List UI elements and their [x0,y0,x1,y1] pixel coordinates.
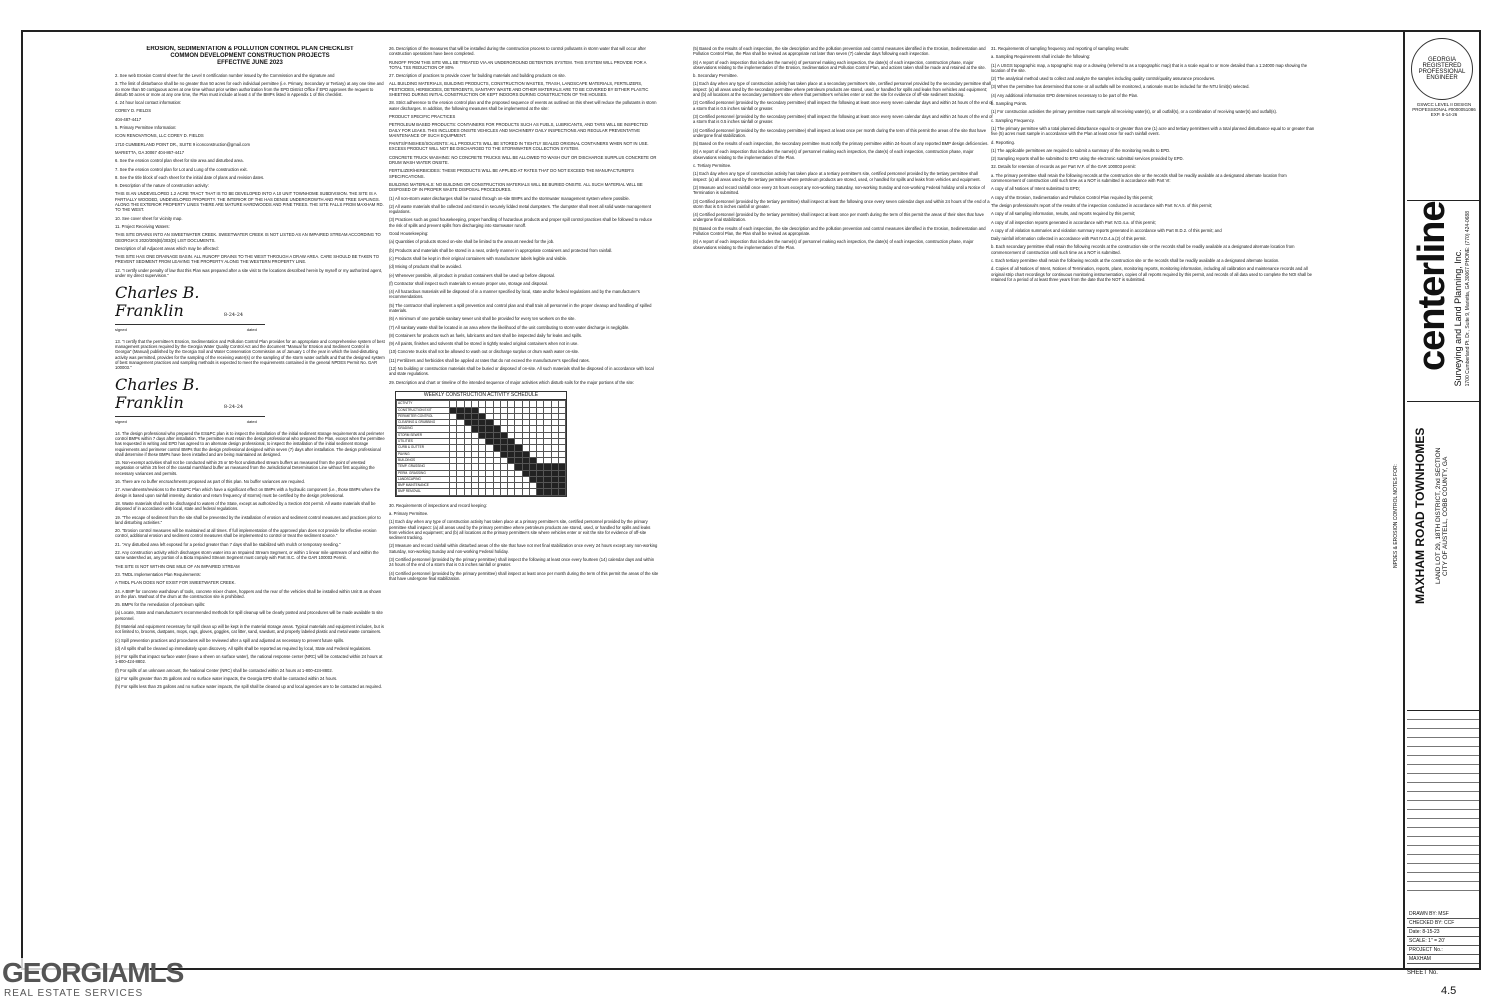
schedule-cell [486,489,493,495]
note-paragraph: 21. "Any disturbed area left exposed for a period greater than 7 days shall be stabilized with mulch or temporary seeding." [115,541,341,547]
note-paragraph: 17. Amendments/revisions to the ES&PC Plan which have a significant effect on BMPs with a hydraulic component (i.e., those BMPs where the design is based upon rainfall intensity, duration and return frequency of storms) must be certified by the design professional. [115,487,381,498]
revision-row [1407,774,1479,783]
note-paragraph: THIS SITE DRAINS INTO AN SWEETWATER CREEK. SWEETWATER CREEK IS NOT LISTED AS AN IMPAIRED STREAM ACCORDING TO GEORGIA'S 2020/305(B)/303(D) LIST DOCUMENTS. [115,232,381,243]
project-number: MAXHAM [1407,955,1479,964]
note-paragraph: d. Reporting. [991,139,1015,145]
schedule-cell [551,489,558,495]
drawing-date: Date: 8-15-23 [1407,928,1479,937]
note-paragraph: THIS SITE HAS ONE DRAINAGE BASIN. ALL RUNOFF DRAINS TO THE WEST THROUGH A DRAW AREA. CARE SHOULD BE TAKEN TO PREVENT SEDIMENT FROM LEAVING THE PROPERTY ALONG THE WESTERN PROPERTY LINE. [115,254,380,265]
revision-row [1407,765,1479,774]
note-paragraph: (8) Containers for products such as fuels, lubricants and tars shall be inspected daily for leaks and spills. [389,332,583,338]
schedule-activity: UTILITIES [397,439,450,445]
watermark-subtitle: REAL ESTATE SERVICES [4,988,144,999]
note-paragraph: a. Sampling Requirements shall include the following: [991,54,1091,60]
note-paragraph: (f) For spills of an unknown amount, the National Center (NRC) shall be contacted within 24 hours at 1-800-424-8802. [115,667,333,673]
schedule-table [396,400,566,495]
note-paragraph: (b) Products and materials shall be stored in a neat, orderly manner in appropriate containers and protected from rainfall. [389,247,613,253]
schedule-activity: STORM SEWER [397,432,450,438]
note-paragraph: (2) The analytical method used to collect and analyze the samples including quality control/quality assurance procedures. [991,76,1216,82]
schedule-activity: BMP MAINTENANCE [397,483,450,489]
project-location: LAND LOT 29, 18TH DISTRICT, 2nd SECTION CITY OF AUSTELL, COBB COUNTY, GA [1435,447,1449,585]
sheet-title: NPDES & EROSION CONTROL NOTES FOR: [1393,464,1399,568]
revision-row [1407,747,1479,756]
notes-column-3 [693,46,993,926]
revision-row [1407,792,1479,801]
note-paragraph: 10. See cover sheet for vicinity map. [115,215,183,221]
note-paragraph: (4) Certified personnel (provided by the primary permittee) shall inspect at least once per month during the term of this permit the areas of the site that have undergone final stabilization. [389,570,659,581]
firm-block [1407,200,1479,402]
note-paragraph: (b) Material and equipment necessary for spill clean up will be kept in the material storage areas. Typical materials and equipment includes, but is not limited to, brooms, dustpans, mops, rags, gloves, goggles, cat litter, sand, sawdust, and properly labeled plastic and metal waste containers. [115,624,384,635]
note-paragraph: CONCRETE TRUCK WASHING: NO CONCRETE TRUCKS WILL BE ALLOWED TO WASH OUT OR DISCHARGE SURPLUS CONCRETE OR DRUM WASH WATER ONSITE. [389,154,657,166]
schedule-activity: CONSTRUCTION EXIT [397,407,450,413]
note-paragraph: 31. Requirements of sampling frequency and reporting of sampling results: [991,46,1130,51]
note-paragraph: (1) The applicable permittees are required to submit a summary of the monitoring results to EPD. [991,147,1171,153]
checked-by: CHECKED BY: CCF [1407,919,1479,928]
note-paragraph: PETROLEUM BASED PRODUCTS: CONTAINERS FOR PRODUCTS SUCH AS FUELS, LUBRICANTS, AND TARS WILL BE INSPECTED DAILY FOR LEAKS. THIS INCLUDES ONSITE VEHICLES AND MACHINERY DAILY INSPECTIONS AND REGULAR PREVENTATIVE MAINTENANCE OF SUCH EQUIPMENT. [389,122,648,138]
schedule-activity: GRADING [397,426,450,432]
note-paragraph: ALL BUILDING MATERIALS, BUILDING PRODUCTS, CONSTRUCTION WASTES, TRASH, LANDSCAPE MATERIALS, FERTILIZERS, PESTICIDES, HERBICIDES, DETERGENTS, SANITARY WASTE AND OTHER MATERIALS ARE TO BE COVERED BY EITHER PLASTIC SHEETING DURING INITIAL CONSTRUCTION OR KEPT INDOORS DURING CONSTRUCTION OF THE HOUSES. [389,81,649,98]
schedule-cell [508,489,515,495]
note-paragraph: (6) A report of each inspection that includes the name(s) of personnel making each inspection, the date(s) of each inspection, construction phase, major observations relating to the implementation of the Plan. [693,239,974,250]
title-block [1393,30,1481,997]
note-paragraph: Daily rainfall information collected in accordance with Part IV.D.4.a.(2) of this permit. [991,236,1147,242]
schedule-cell [450,489,457,495]
project-name: MAXHAM ROAD TOWNHOMES [1413,427,1427,605]
note-paragraph: 11. Project Receiving Waters: [115,223,170,229]
note-paragraph: (5) The contractor shall implement a spill prevention and control plan and shall train all personnel in the proper cleanup and handling of spilled materials. [389,302,652,313]
note-paragraph: a. The primary permittee shall retain the following records at the construction site or the records shall be readily available at a designated alternate location from commencement of construction until such time as a NOT is submitted in accordance with Part VI: [991,172,1287,184]
note-paragraph: 20. "Erosion control measures will be maintained at all times. If full implementation of the approved plan does not provide for effective erosion control, additional erosion and sediment control measures shall be implemented to control or treat the sediment source." [115,528,377,539]
notes-column-1 [115,46,385,926]
note-paragraph: (3) Certified personnel (provided by the secondary permittee) shall inspect the following at least once every seven calendar days and within 24 hours of the end of a storm that is 0.5 inches rainfall or greater. [693,113,993,125]
note-paragraph: FERTILIZER/HERBICIDES: THESE PRODUCTS WILL BE APPLIED AT RATES THAT DO NOT EXCEED THE MANUFACTURER'S SPECIFICATIONS. [389,168,634,179]
note-paragraph: 30. Requirements of inspections and record keeping: [389,502,487,508]
note-paragraph: (a) Locate, State and manufacturer's recommended methods for spill cleanup will be clearly posted and procedures will be made available to site personnel. [115,610,383,621]
revision-row [1407,801,1479,810]
schedule-cell [457,489,464,495]
revision-row [1407,846,1479,855]
revision-row [1407,882,1479,891]
drawn-by: DRAWN BY: MSF [1407,910,1479,919]
note-paragraph: ICON RENOVATIONS, LLC COREY D. FIELDS [115,133,204,139]
note-paragraph: b. Sampling Points. [991,101,1028,107]
schedule-activity: ACTIVITY [397,401,450,407]
schedule-activity: BUILDINGS [397,457,450,463]
note-paragraph: (1) All non-storm water discharges shall be routed through on-site BMPs and the stormwater management system where possible. [389,195,630,201]
schedule-activity: BMP REMOVAL [397,489,450,495]
schedule-title: WEEKLY CONSTRUCTION ACTIVITY SCHEDULE [396,392,566,400]
note-paragraph: A TMDL PLAN DOES NOT EXIST FOR SWEETWATER CREEK. [115,580,236,586]
firm-name: centerline [1411,201,1453,371]
note-paragraph: 6. See the erosion control plan sheet for site area and disturbed area. [115,158,244,164]
schedule-activity: PERIMETER CONTROL [397,413,450,419]
drawing-sheet [21,30,1481,970]
note-paragraph: THIS IS AN UNDEVELOPED 1.2 ACRE TRACT THAT IS TO BE DEVELOPED INTO A 10 UNIT TOWNHOME SUBDIVISION. THE SITE IS A PARTIALLY WOODED, UNDEVELOPED PROPERTY. THE INTERIOR OF THE HAS DENSE UNDERGROWTH AND PINE TREE SAPLINGS. ALONG THE EXTERIOR PROPERTY LINES THERE ARE MATURE HARDWOODS AND PINE TREES. THE SITE FALLS FROM MAXHAM RD. TO THE WEST. [115,191,384,213]
schedule-cell [493,489,500,495]
note-paragraph: (3) Practices such as good housekeeping, proper handling of hazardous products and proper spill control practices shall be followed to reduce the risk of spills and prevent spills from discharging into stormwater runoff. [389,217,653,228]
note-paragraph: (5) Based on the results of each inspection, the secondary permittee must notify the primary permittee within 24-hours of any reported BMP design deficiencies. [693,141,989,147]
note-paragraph: A copy of all Notices of Intent submitted to EPD; [991,186,1080,192]
note-paragraph: 15. Non-exempt activities shall not be conducted within 25 or 50-foot undisturbed stream buffers as measured from the point of wrested vegetation or within 25 feet of the coastal marshland buffer as measured from the Jurisdictional Determination Line without first acquiring the necessary variances and permits. [115,460,375,476]
note-paragraph: (g) For spills greater than 25 gallons and no surface water impacts, the Georgia EPD shall be contacted within 24 hours. [115,676,338,682]
revision-row [1407,810,1479,819]
revision-row [1407,837,1479,846]
note-paragraph: (c) Spill prevention practices and procedures will be reviewed after a spill and adjusted as necessary to prevent future spills. [115,637,345,643]
note-paragraph: 26. Description of the measures that will be installed during the construction process to control pollutants in storm water that will occur after construction operations have been completed. [389,46,646,57]
note-paragraph: (3) When the permittee has determined that some or all outfalls will be monitored, a rationale must be included for the NTU limit(s) selected. [991,84,1250,90]
note-paragraph: A copy of all sampling information, results, and reports required by this permit; [991,211,1136,217]
note-paragraph: (3) Certified personnel (provided by the tertiary permittee) shall inspect at least the following once every seven calendar days and within 24 hours of the end of a storm that is 0.5 inches rainfall or greater. [693,198,990,209]
note-paragraph: (d) All spills shall be cleaned up immediately upon discovery. All spills shall be reported as required by local, State and Federal regulations. [115,645,372,651]
note-paragraph: 12. "I certify under penalty of law that this Plan was prepared after a site visit to the locations described herein by myself or my authorized agent, under my direct supervision." [115,267,383,279]
drawing-scale: SCALE: 1" = 20' [1407,937,1479,946]
note-paragraph: c. Tertiary Permittee. [693,163,732,169]
note-paragraph: Description of all Adjacent areas which may be affected: [115,245,219,251]
construction-schedule [395,391,567,497]
schedule-cell [515,489,522,495]
note-paragraph: 2. See web Erosion Control sheet for the Level II certification number issued by the Commission and the signature and [115,73,335,78]
note-paragraph: b. Secondary Permittee. [693,73,738,79]
revision-row [1407,783,1479,792]
note-paragraph: PRODUCT SPECIFIC PRACTICES [389,113,456,119]
note-paragraph: 13. "I certify that the permittee's Erosion, Sedimentation and Pollution Control Plan provides for an appropriate and comprehensive system of best management practices required by the Georgia Water Quality Control Act and the document "Manual for Erosion and Sediment Control in Georgia" (Manual) published by the Georgia Soil and Water Conservation Commission as of January 1 of the year in which the land-disturbing activity was permitted, provides for the sampling of the receiving water(s) or the sampling of the storm water outfalls and that the designed system of best management practices and sampling methods is expected to meet the requirements contained in the general NPDES Permit No. GAR 100003." [115,338,385,371]
note-paragraph: BUILDING MATERIALS: NO BUILDING OR CONSTRUCTION MATERIALS WILL BE BURIED ONSITE. ALL SUCH MATERIAL WILL BE DISPOSED OF IN PROPER WASTE DISPOSAL PROCEDURES. [389,181,643,193]
note-paragraph: (6) A report of each inspection that includes the name(s) of personnel making each inspection, the date(s) of each inspection, construction phase, major observations relating to the implementation of the Plan. [693,149,974,160]
note-paragraph: (4) Certified personnel (provided by the secondary permittee) shall inspect at least once per month during the term of this permit the areas of the site that have undergone final stabilization. [693,127,987,138]
note-paragraph: 24. A BMP for concrete washdown of tools, concrete mixer chutes, hoppers and the rear of the vehicles shall be installed within Unit B as shown on the plan. Washout of the drum at the construction site is prohibited. [115,588,382,599]
watermark-logo: GEORGIAMLS [2,957,184,988]
notes-column-4 [991,46,1316,926]
revision-table [1407,710,1479,891]
note-paragraph: (5) Based on the results of each inspection, the site description and the pollution prevention and control measures identified in the Erosion, Sedimentation and Pollution Control Plan, the Plan shall be revised as appropriate. [693,225,986,237]
schedule-cell [537,489,544,495]
note-paragraph: (2) All waste materials shall be collected and stored in securely lidded metal dumpsters. The dumpster shall meet all solid waste management regulations. [389,203,652,215]
seal-certification: GSWCC LEVEL II DESIGN PROFESSIONAL #0000051086 EXP. 8-14-26 [1412,102,1476,117]
schedule-cell [558,489,565,495]
note-paragraph: c. Sampling Frequency. [991,117,1035,123]
schedule-activity: CURB & GUTTER [397,445,450,451]
note-paragraph: a. Primary Permittee. [389,511,429,516]
signature-2: Charles B. Franklin 8-24-24 [115,376,265,417]
note-paragraph: 32. Details for retention of records as per Part IV.F. of the GAR 100003 permit: [991,164,1136,170]
revision-row [1407,855,1479,864]
note-paragraph: PAINTS/FINISHES/SOLVENTS: ALL PRODUCTS WILL BE STORED IN TIGHTLY SEALED ORIGINAL CONTAINERS WHEN NOT IN USE. EXCESS PRODUCT WILL NOT BE DISCHARGED TO THE STORMWATER COLLECTION SYSTEM. [389,141,649,152]
note-paragraph: 1710 CUMBERLAND POINT DR., SUITE 9 iconconstruction@gmail.com [115,141,250,147]
note-paragraph: (3) Certified personnel (provided by the primary permittee) shall inspect the following at least once every fourteen (14) calendar days and within 24 hours of the end of a storm that is 0.5 inches rainfall or greater. [389,557,655,568]
schedule-cell [500,489,507,495]
note-paragraph: (4) All hazardous materials will be disposed of in a manner specified by local, state and/or federal regulations and by the manufacturer's recommendations. [389,289,640,300]
note-paragraph: (f) Contractor shall inspect such materials to ensure proper use, storage and disposal. [389,280,548,286]
note-paragraph: COREY D. FIELDS [115,108,151,114]
note-paragraph: 404-487-4417 [115,116,142,122]
note-paragraph: (a) Quantities of products stored on-site shall be limited to the amount needed for the job. [389,239,555,245]
revision-row [1407,720,1479,729]
note-paragraph: MARIETTA, GA 30067 404-867-4417 [115,149,185,155]
note-paragraph: (d) Mixing of products shall be avoided. [389,264,462,270]
revision-row [1407,828,1479,837]
signature-labels-1: signed dated [115,327,257,333]
note-paragraph: 27. Description of practices to provide cover for building materials and building products on site. [389,73,566,79]
note-paragraph: (4) Certified personnel (provided by the tertiary permittee) shall inspect at least once per month during the term of this permit the areas of their sites that have undergone final stabilization. [693,212,984,223]
schedule-cell [471,489,478,495]
note-paragraph: (1) Each day when any type of construction activity has taken place at a secondary permittee's site, certified personnel provided by the secondary permittee shall inspect: (a) all areas used by the secondary permittee where petroleum products are stored, used, or handled for spills and leaks from vehicles and equipment; and (b) all locations at the secondary permittee's site where that permittee's vehicles enter or exit the site for evidence of off-site sediment tracking. [693,81,991,98]
note-paragraph: (c) Products shall be kept in their original containers with manufacturer labels legible and visible. [389,255,568,261]
note-paragraph: 23. TMDL Implementation Plan Requirements: [115,571,201,577]
note-paragraph: (6) A report of each inspection that includes the name(s) of personnel making each inspection, the date(s) of each inspection, construction phase, major observations relating to the implementation of the Erosion, Sedimentation and Pollution Control Plan, and actions taken shall be made and retained at the site. [693,59,986,70]
note-paragraph: (12) No building or construction materials shall be buried or disposed of on-site. All such materials shall be disposed of in accordance with local and state regulations. [389,366,654,377]
signature-labels-2: signed dated [115,419,257,425]
revision-row [1407,819,1479,828]
signature-1: Charles B. Franklin 8-24-24 [115,284,265,325]
note-paragraph: 28. Strict adherence to the erosion control plan and the proposed sequence of events as outlined on this sheet will reduce the pollutants in storm water discharges. In addition, the following measures shall be implemented at the site: [389,100,657,111]
note-paragraph: 14. The design professional who prepared the ES&PC plan is to inspect the installation of the initial sediment storage requirements and perimeter control BMPs within 7 days after installation. The permittee must retain the design professional who prepared the Plan, except when the permittee has requested in writing and EPD has agreed to an alternate design professional, to inspect the installation of the initial sediment storage requirements and perimeter control BMPs that the design professional designed within seven (7) days after installation. The design professional shall determine if these BMPs have been installed and are being maintained as designed. [115,430,385,457]
checklist-title: EROSION, SEDIMENTATION & POLLUTION CONTROL PLAN CHECKLIST COMMON DEVELOPMENT CONSTRUCTION PROJECTS EFFECTIVE JUNE 2023 [146,46,354,66]
schedule-cell [464,489,471,495]
revision-row [1407,864,1479,873]
note-paragraph: (4) Any additional information EPD determines necessary to be part of the Plan. [991,92,1139,98]
schedule-row [397,489,566,495]
note-paragraph: (1) Each day when any type of construction activity has taken place at a primary permittee's site, certified personnel provided by the primary permittee shall inspect: (a) all areas used by the primary permittee where petroleum products are stored, used, or handled for spills and leaks from vehicles and equipment; and (b) all locations at the primary permittee's site where vehicles enter or exit the site for evidence of off-site sediment tracking. [389,519,651,541]
mls-watermark [0,957,184,1005]
note-paragraph: A copy of all inspection reports generated in accordance with Part IV.D.4.a. of this permit; [991,219,1156,225]
note-paragraph: (10) Concrete trucks shall not be allowed to wash out or discharge surplus or drum wash water on-site. [389,349,580,355]
project-number-label: PROJECT No.: [1407,946,1479,955]
note-paragraph: d. Copies of all Notices of Intent, Notices of Termination, reports, plans, monitoring reports, monitoring information, including all calibration and maintenance records and all original strip chart recordings for continuous monitoring instrumentation, copies of all reports required by this permit, and records of all data used to complete the NOI shall be retained for a period of at least three years from the date that the NOT is submitted. [991,266,1312,282]
schedule-activity: LANDSCAPING [397,476,450,482]
note-paragraph: 25. BMPs for the remediation of petroleum spills: [115,602,206,608]
revision-row [1407,873,1479,882]
schedule-cell [544,489,551,495]
note-paragraph: Good Housekeeping: [389,231,429,237]
schedule-cell [529,489,536,495]
note-paragraph: 9. Description of the nature of construction activity: [115,183,209,189]
project-block [1393,410,1479,620]
revision-row [1407,711,1479,720]
note-paragraph: (2) Measure and record rainfall once every 24 hours except any non-working Saturday, non-working Sunday and non-working Federal holiday until a Notice of Termination is submitted. [693,184,985,196]
note-paragraph: (1) Each day when any type of construction activity has taken place at a tertiary permittee's site, certified personnel provided by the tertiary permittee shall inspect: (a) all areas used by the tertiary permittee where petroleum products are stored, used, or handled for spills and leaks from vehicles and equipment. [693,171,981,182]
revision-row [1407,729,1479,738]
note-paragraph: (e) Whenever possible, all product in product containers shall be used up before disposal. [389,272,555,278]
note-paragraph: (11) Fertilizers and herbicides shall be applied at rates that do not exceed the manufacturer's specified rates. [389,357,590,363]
schedule-activity: PERM. GRASSING [397,470,450,476]
schedule-activity: TEMP. GRASSING [397,464,450,470]
note-paragraph: (1) The primary permittee with a total planned disturbance equal to or greater than one (1) acre and tertiary permittees with a total planned disturbance equal to or greater than five (5) acres must sample in accordance with the Plan at least once for each rainfall event. [991,125,1315,137]
note-paragraph: 8. See the title block of each sheet for the initial date of plans and revision dates. [115,174,265,180]
schedule-cell [479,489,486,495]
note-paragraph: (2) Sampling reports shall be submitted to EPD using the electronic submittal services provided by EPD. [991,156,1184,162]
note-paragraph: (5) Based on the results of each inspection, the site description and the pollution prevention and control measures identified in the Erosion, Sedimentation and Pollution Control Plan, the Plan shall be revised as appropriate not later than seven (7) calendar days following each inspection. [693,46,986,57]
schedule-activity: PAVING [397,451,450,457]
note-paragraph: (e) For spills that impact surface water (leave a sheen on surface water), the national response center (NRC) will be contacted within 24 hours at 1-800-424-8802. [115,654,383,665]
note-paragraph: A copy of all violation summaries and violation summary reports generated in accordance with Part III.D.2. of this permit; and [991,227,1222,233]
note-paragraph: (7) All sanitary waste shall be located in an area where the likelihood of the unit contributing to storm water discharge is negligible. [389,324,630,330]
note-paragraph: (2) Certified personnel (provided by the secondary permittee) shall inspect the following at least once every seven calendar days and within 24 hours of the end of a storm that is 0.5 inches rainfall or greater. [693,100,993,111]
note-paragraph: (2) Measure and record rainfall within disturbed areas of the site that have not met final stabilization once every 24 hours except any non-working Saturday, non-working Sunday and non-working Federal holiday. [389,543,658,554]
engineer-seal: GEORGIA REGISTERED PROFESSIONAL ENGINEER [1411,38,1473,100]
note-paragraph: (1) A USGS topographic map, a topographic map or a drawing (referred to as a topographic map) that is a scale equal to or more detailed than a 1:24000 map showing the location of the site. [991,62,1308,73]
note-paragraph: A copy of the Erosion, Sedimentation and Pollution Control Plan required by this permit; [991,194,1154,200]
note-paragraph: THE SITE IS NOT WITHIN ONE MILE OF AN IMPAIRED STREAM [115,563,240,569]
notes-column-2 [389,46,659,926]
note-paragraph: (1) For construction activities the primary permittee must sample all receiving water(s), or all outfall(s), or a combination of receiving water(s) and outfall(s). [991,109,1278,115]
note-paragraph: 4. 24 hour local contact information: [115,100,182,106]
note-paragraph: 18. Waste materials shall not be discharged to waters of the State, except as authorized by a Section 404 permit. All waste materials shall be disposed of in accordance with local, state and federal regulations. [115,500,376,512]
schedule-activity: CLEARING & GRUBBING [397,420,450,426]
note-paragraph: 3. The limit of disturbance shall be no greater than 50 acres for each individual permittee (i.e. Primary, Secondary or Tertiary) at any one time and no more than 50 contiguous acres at one time without prior written authorization from the EPD District Office if EPD approves the request to disturb 50 acres or more at any one time, the Plan must include at least 4 of the BMPs listed in Appendix 1 of this checklist. [115,81,384,97]
firm-subtitle: Surveying and Land Planning, Inc. 1700 Cumberland Pt. Dr., Suite 9, Marietta, GA 30067 PHONE: (770) 424-0688 [1453,211,1471,387]
note-paragraph: 7. See the erosion control plan for Lot and Lung of the construction exit. [115,166,248,172]
note-paragraph: (6) A minimum of one portable sanitary sewer unit shall be provided for every ten workers on the site. [389,316,576,322]
revision-row [1407,738,1479,747]
revision-row [1407,756,1479,765]
drawing-info [1407,910,1479,964]
note-paragraph: (9) All paints, finishes and solvents shall be stored in tightly sealed original containers when not in use. [389,341,579,347]
note-paragraph: (h) For spills less than 25 gallons and no surface water impacts, the spill shall be cleaned up and local agencies are to be contacted as required. [115,684,382,690]
note-paragraph: RUNOFF FROM THIS SITE WILL BE TREATED VIA AN UNDERGROUND DETENTION SYSTEM. THIS SYSTEM WILL PROVIDE FOR A TOTAL TSS REDUCTION OF 80% [389,59,647,70]
note-paragraph: The design professional's report of the results of the inspection conducted in accordance with Part IV.A.5. of this permit; [991,202,1213,208]
note-paragraph: 5. Primary Permittee Information: [115,125,177,131]
note-paragraph: c. Each tertiary permittee shall retain the following records at the construction site or the records shall be readily available at a designated alternate location. [991,258,1280,264]
schedule-cell [522,489,529,495]
sheet-number: 4.5 [1441,985,1457,997]
sheet-label: SHEET No. [1407,970,1438,976]
note-paragraph: 19. "The escape of sediment from the site shall be prevented by the installation of erosion and sediment control measures and practices prior to land disturbing activities." [115,514,381,525]
note-paragraph: 22. Any construction activity which discharges storm water into an Impaired Stream Segment, or within 1 linear mile upstream of and within the same watershed as, any portion of a Biota Impaired Stream Segment must comply with Part III.C. of the GAR 100003 Permit. [115,550,379,561]
note-paragraph: b. Each secondary permittee shall retain the following records at the construction site or the records shall be readily available at a designated alternate location from commencement of construction until such time as a NOT is submitted. [991,244,1295,255]
note-paragraph: 29. Description and chart or timeline of the intended sequence of major activities which disturb soils for the major portions of the site: [389,379,635,385]
note-paragraph: 16. There are no buffer encroachments proposed as part of this plan. No buffer variances are required. [115,479,305,485]
